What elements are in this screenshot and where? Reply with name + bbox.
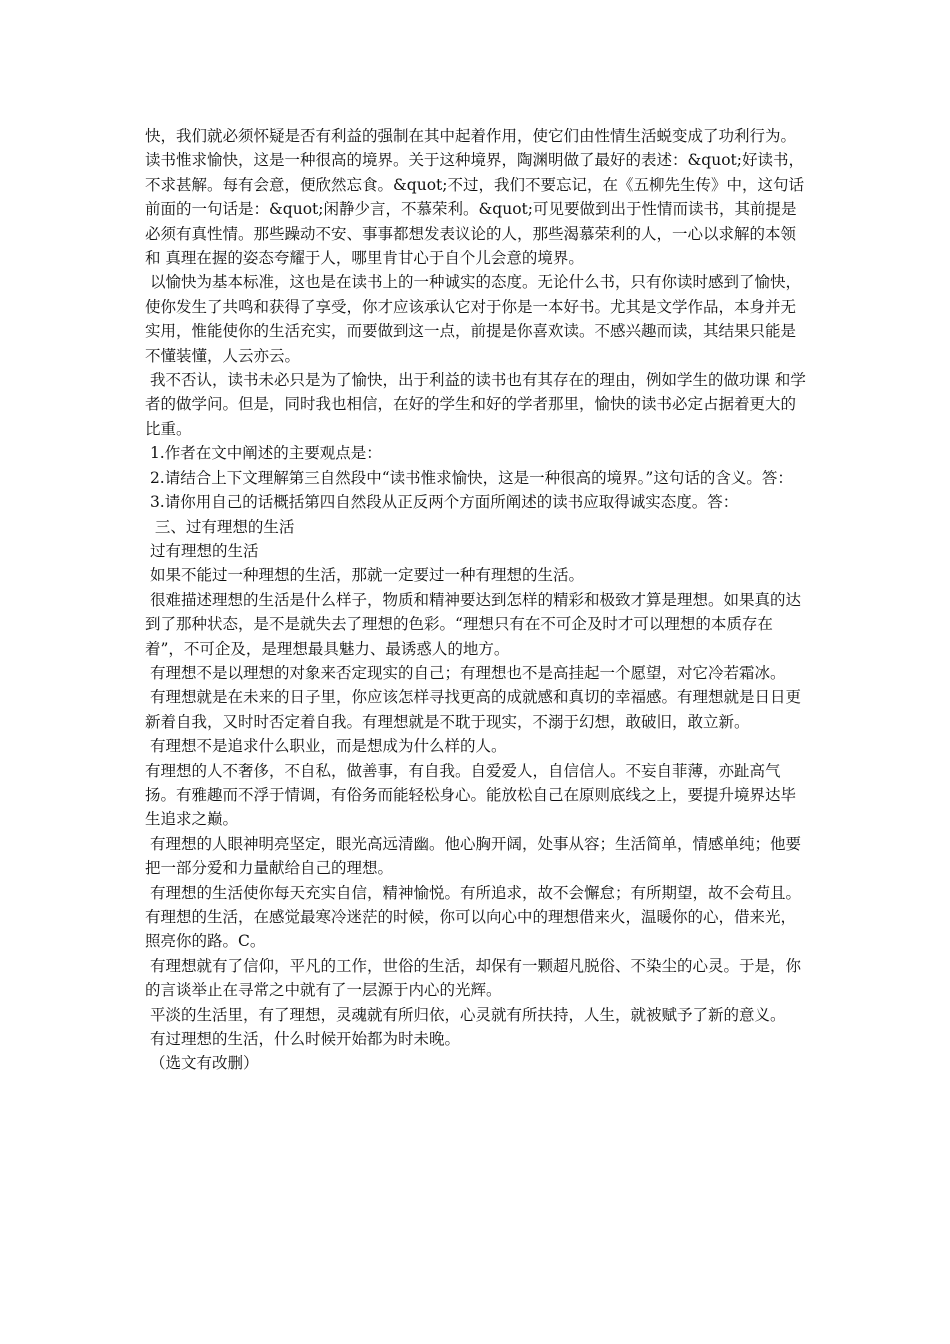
section-heading: 三、过有理想的生活 bbox=[145, 517, 295, 536]
question-1: 1.作者在文中阐述的主要观点是： bbox=[145, 444, 382, 463]
paragraph-4: 有理想就是在未来的日子里，你应该怎样寻找更高的成就感和真切的幸福感。有理想就是日日更新着自我，又时时否定着自我。有理想就是不耽于现实，不溺于幻想，敢破旧，敢立新。 bbox=[145, 688, 801, 731]
question-2: 2.请结合上下文理解第三自然段中“读书惟求愉快，这是一种很高的境界。”这句话的含义。答： bbox=[145, 468, 793, 487]
paragraph-reading-pleasure: 快，我们就必须怀疑是否有利益的强制在其中起着作用，使它们由性情生活蜕变成了功利行为。 读书惟求愉快，这是一种很高的境界。关于这种境界，陶渊明做了最好的表述：&quot;好读书，不求甚解。每有会意，便欣然忘食。&quot;不过，我们不要忘记，在《五柳先生传》中，这句话前面的一句话是：&quot;闲静少言，不慕荣利。&quot;可见要做到出于性情而读书，其前提是必须有真性情。那些躁动不安、事事都想发表议论的人，那些渴慕荣利的人，一心以求解的本领和 真理在握的姿态夸耀于人，哪里肯甘心于自个儿会意的境界。 bbox=[145, 127, 806, 268]
source-note: （选文有改删） bbox=[145, 1054, 259, 1073]
question-3: 3.请你用自己的话概括第四自然段从正反两个方面所阐述的读书应取得诚实态度。答： bbox=[145, 493, 739, 512]
document-body bbox=[145, 124, 810, 1076]
paragraph-honest-attitude: 以愉快为基本标准，这也是在读书上的一种诚实的态度。无论什么书，只有你读时感到了愉快，使你发生了共鸣和获得了享受，你才应该承认它对于你是一本好书。尤其是文学作品，本身并无实用，惟能使你的生活充实，而要做到这一点，前提是你喜欢读。不感兴趣而读，其结果只能是不懂装懂，人云亦云。 bbox=[145, 273, 801, 365]
paragraph-8: 有理想的生活使你每天充实自信，精神愉悦。有所追求，故不会懈怠；有所期望，故不会苟且。有理想的生活，在感觉最寒冷迷茫的时候，你可以向心中的理想借来火，温暖你的心，借来光，照亮你的路。C。 bbox=[145, 883, 801, 951]
paragraph-5: 有理想不是追求什么职业，而是想成为什么样的人。 bbox=[145, 737, 507, 756]
article-title: 过有理想的生活 bbox=[145, 541, 259, 560]
paragraph-1: 如果不能过一种理想的生活，那就一定要过一种有理想的生活。 bbox=[145, 566, 584, 585]
paragraph-9: 有理想就有了信仰，平凡的工作，世俗的生活，却保有一颗超凡脱俗、不染尘的心灵。于是，你的言谈举止在寻常之中就有了一层源于内心的光辉。 bbox=[145, 956, 801, 1000]
paragraph-2: 很难描述理想的生活是什么样子，物质和精神要达到怎样的精彩和极致才算是理想。如果真的达到了那种状态，是不是就失去了理想的色彩。“理想只有在不可企及时才可以理想的本质存在着”，不可企及，是理想最具魅力、最诱惑人的地方。 bbox=[145, 590, 801, 658]
paragraph-10: 平淡的生活里，有了理想，灵魂就有所归依，心灵就有所扶持，人生，就被赋予了新的意义。 bbox=[145, 1005, 786, 1024]
paragraph-6: 有理想的人不奢侈，不自私，做善事，有自我。自爱爱人，自信信人。不妄自菲薄，亦趾高气扬。有雅趣而不浮于情调，有俗务而能轻松身心。能放松自己在原则底线之上，要提升境界达毕生追求之巅。 bbox=[145, 761, 797, 829]
paragraph-3: 有理想不是以理想的对象来否定现实的自己；有理想也不是高挂起一个愿望，对它冷若霜冰。 bbox=[145, 663, 786, 682]
paragraph-utility-reading: 我不否认，读书未必只是为了愉快，出于利益的读书也有其存在的理由，例如学生的做功课 和学者的做学问。但是，同时我也相信，在好的学生和好的学者那里，愉快的读书必定占据着更大的比重。 bbox=[145, 371, 806, 438]
paragraph-7: 有理想的人眼神明亮坚定，眼光高远清幽。他心胸开阔，处事从容；生活简单，情感单纯；他要把一部分爱和力量献给自己的理想。 bbox=[145, 834, 801, 878]
paragraph-11: 有过理想的生活，什么时候开始都为时未晚。 bbox=[145, 1030, 460, 1049]
